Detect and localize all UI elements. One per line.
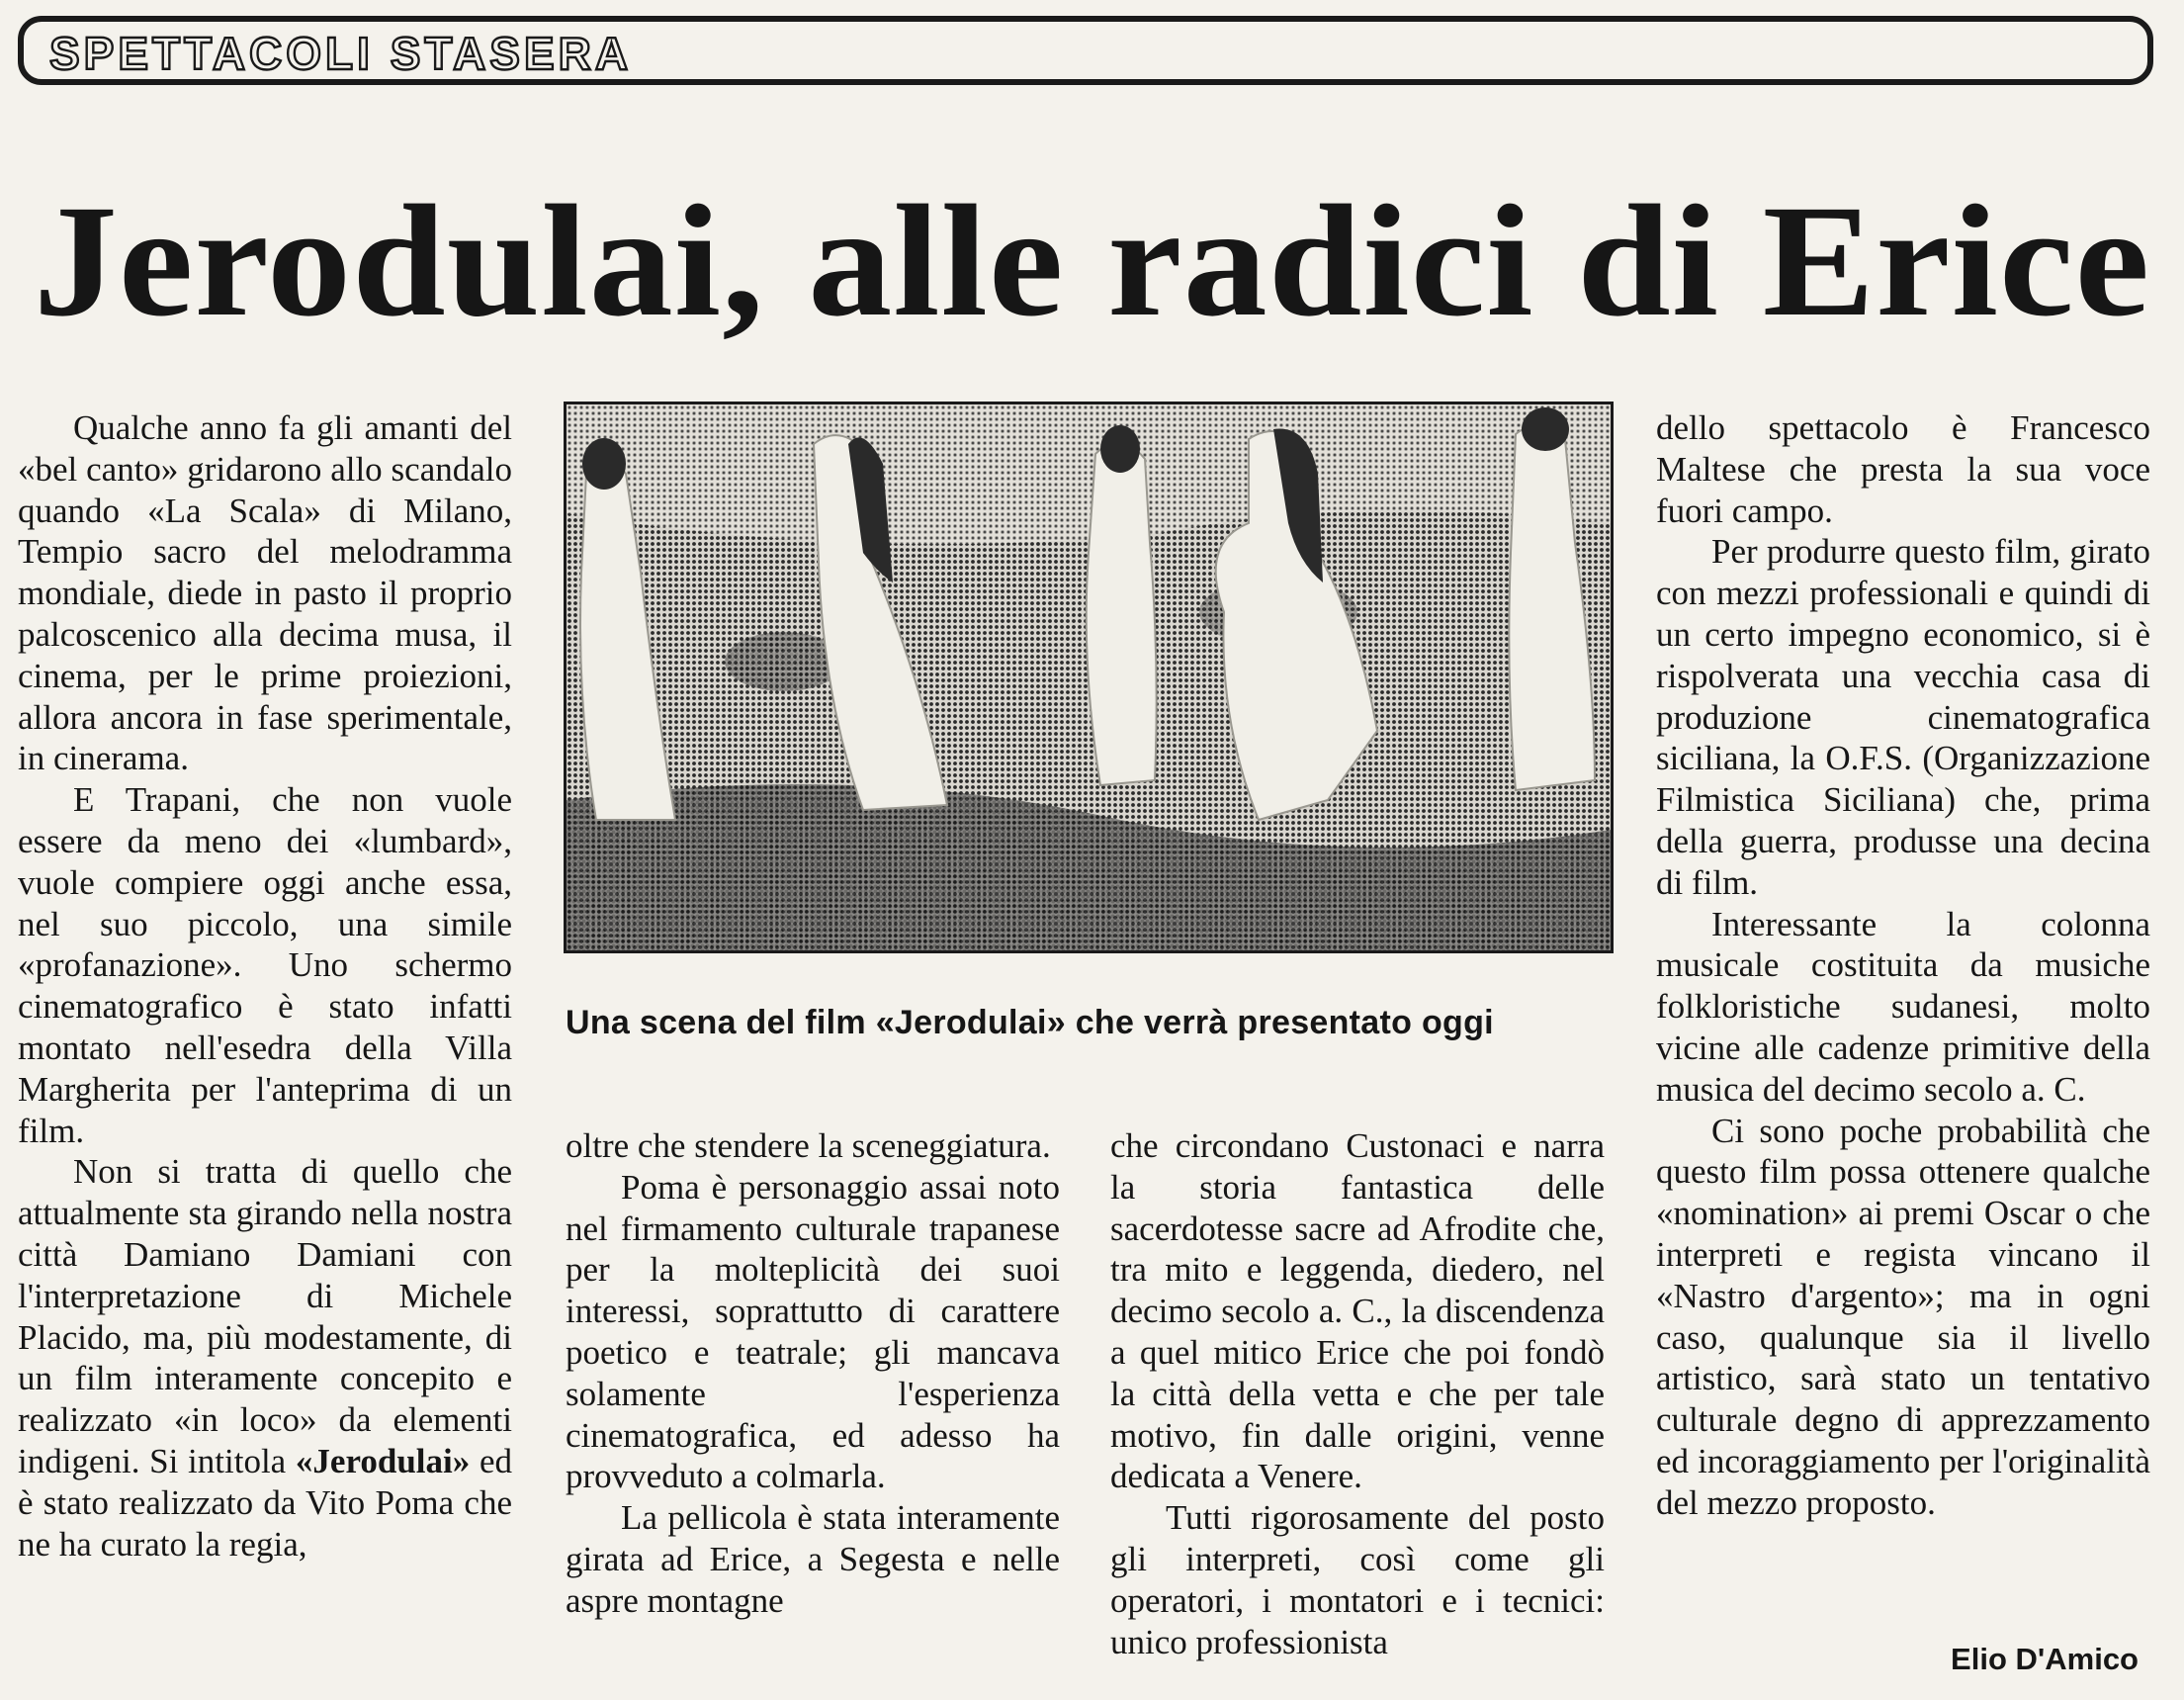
paragraph: oltre che stendere la sceneggiatura. xyxy=(566,1126,1051,1165)
film-title: «Jerodulai» xyxy=(295,1441,471,1480)
byline: Elio D'Amico xyxy=(1951,1642,2139,1676)
photo-caption: Una scena del film «Jerodulai» che verrà presentato oggi xyxy=(566,1004,1494,1041)
paragraph: Qualche anno fa gli amanti del «bel canto» gridarono allo scandalo quando «La Scala» di Milano, Tempio sacro del melodramma mondiale, diede in pasto il proprio palcoscenico alla decima musa, il cinema, per le prime proiezioni, allora ancora in fase sperimentale, in cinerama. xyxy=(18,408,512,778)
paragraph: Interessante la colonna musicale costituita da musiche folkloristiche sudanesi, molto vicine alle cadenze primitive della musica del decimo secolo a. C. xyxy=(1656,904,2150,1109)
paragraph: E Trapani, che non vuole essere da meno dei «lumbard», vuole compiere oggi anche essa, nel suo piccolo, una simile «profanazione». Uno schermo cinematografico è stato infatti montato nell'esedra della Villa Margherita per l'anteprima di un film. xyxy=(18,780,512,1150)
paragraph-text: Non si tratta di quello che attualmente sta girando nella nostra città Damiano Damiani con l'interpretazione di Michele Placido, ma, più modestamente, di un film interamente concepito e realizzato «in loco» da elementi indigeni. Si intitola xyxy=(18,1152,512,1480)
paragraph: Poma è personaggio assai noto nel firmamento culturale trapanese per la molteplicità dei suoi interessi, soprattutto di carattere poetico e teatrale; gli mancava solamente l'esperienza cinematografica, ed adesso ha provveduto a colmarla. xyxy=(566,1167,1060,1496)
paragraph: Per produrre questo film, girato con mezzi professionali e quindi di un certo impegno economico, si è rispolverata una vecchia casa di produzione cinematografica siciliana, la O.F.S. (Organizzazione Filmistica Siciliana) che, prima della guerra, produsse una decina di film. xyxy=(1656,532,2150,902)
paragraph: Tutti rigorosamente del posto gli interpreti, così come gli operatori, i montatori e i tecnici: unico professionista xyxy=(1110,1498,1605,1661)
paragraph xyxy=(18,1151,512,1565)
film-still-photo xyxy=(564,402,1614,953)
paragraph: che circondano Custonaci e narra la storia fantastica delle sacerdotesse sacre ad Afrodite che, tra mito e leggenda, diedero, nel decimo secolo a. C., la discendenza a quel mitico Erice che poi fondò la città della vetta e che per tale motivo, fin dalle origini, venne dedicata a Venere. xyxy=(1110,1126,1605,1496)
paragraph: dello spettacolo è Francesco Maltese che presta la sua voce fuori campo. xyxy=(1656,408,2150,530)
paragraph: La pellicola è stata interamente girata ad Erice, a Segesta e nelle aspre montagne xyxy=(566,1498,1060,1620)
section-label: SPETTACOLI STASERA xyxy=(49,28,633,79)
headline: Jerodulai, alle radici di Erice xyxy=(33,173,2151,350)
article-column-4 xyxy=(1656,407,2150,1524)
section-header-box xyxy=(18,16,2153,85)
article-column-1 xyxy=(18,407,512,1565)
paragraph-text: ed è stato realizzato da Vito Poma che ne ha curato la regia, xyxy=(18,1441,512,1564)
article-column-2 xyxy=(566,1125,1060,1622)
film-still-image xyxy=(567,404,1611,950)
article-column-3 xyxy=(1110,1125,1605,1662)
paragraph: Ci sono poche probabilità che questo film possa ottenere qualche «nomination» ai premi Oscar o che interpreti e regista vincano il «Nastro d'argento»; ma in ogni caso, qualunque sia il livello artistico, sarà stato un tentativo culturale degno di apprezzamento ed incoraggiamento per l'originalità del mezzo proposto. xyxy=(1656,1111,2150,1522)
